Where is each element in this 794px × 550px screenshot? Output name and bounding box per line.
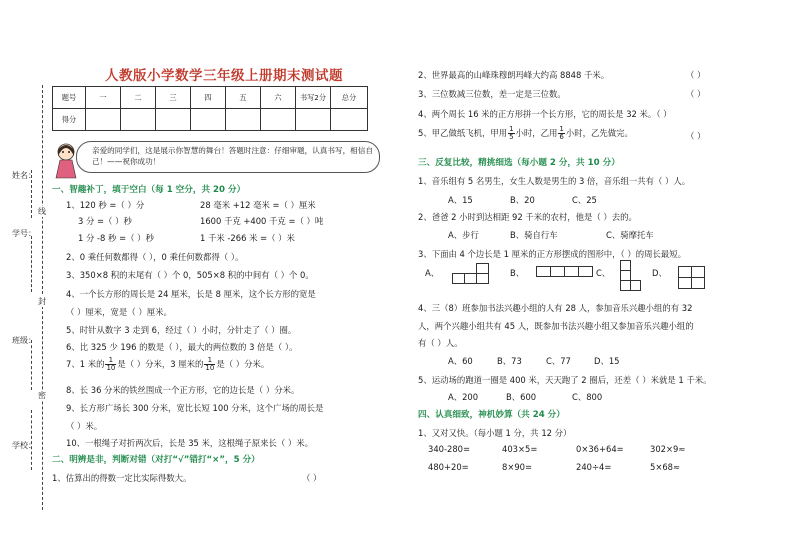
section-3-heading: 三、反复比较，精挑细选（每小题 2 分，共 10 分） bbox=[418, 158, 620, 168]
shape-a-icon bbox=[452, 263, 500, 283]
q7-part-a: 7、1 米的 bbox=[66, 359, 105, 369]
choice-1-option[interactable]: B、20 bbox=[510, 195, 535, 205]
q7-part-b: 是（ ）分米，3 厘米的 bbox=[117, 359, 204, 369]
fraction-denominator: 10 bbox=[205, 364, 215, 372]
school-label: 学校： bbox=[12, 441, 36, 450]
choice-4-text: 4、三（8）班参加书法兴趣小组的人有 28 人，参加音乐兴趣小组的有 32 bbox=[418, 303, 693, 313]
calc-instructions: 1、又对又快。（每小题 1 分，共 12 分） bbox=[418, 428, 572, 438]
header-cell: 三 bbox=[156, 87, 191, 109]
calc-item: 340-280= bbox=[428, 444, 471, 454]
choice-2-text: 2、爸爸 2 小时到达相距 92 千米的农村，他是（ ）去的。 bbox=[418, 212, 637, 222]
calc-item: 8×90= bbox=[502, 462, 533, 472]
name-line bbox=[31, 170, 32, 218]
score-row-label: 得分 bbox=[53, 109, 86, 131]
q4-text-continued: （ ）厘米，宽是（ ）厘米。 bbox=[66, 307, 172, 317]
choice-4-option[interactable]: C、77 bbox=[546, 356, 571, 366]
choice-4-option[interactable]: B、73 bbox=[497, 356, 522, 366]
score-table-score-row bbox=[53, 109, 368, 131]
score-cell[interactable] bbox=[86, 109, 121, 131]
section-2-heading: 二、明辨是非，判断对错（对打“√”错打“×”，5 分） bbox=[52, 455, 260, 465]
choice-2-option[interactable]: B、骑自行车 bbox=[510, 230, 558, 240]
q10-text: 10、一根绳子对折两次后，长是 35 米，这根绳子原来长（ ）米。 bbox=[66, 438, 314, 448]
header-cell: 总分 bbox=[331, 87, 368, 109]
header-cell: 五 bbox=[226, 87, 261, 109]
calc-item: 480+20= bbox=[428, 462, 469, 472]
judge-3-paren[interactable]: （ ） bbox=[686, 89, 706, 99]
fraction-one-fifth bbox=[508, 126, 514, 141]
q1-item: 1、120 秒 =（ ）分 bbox=[66, 200, 145, 210]
score-cell[interactable] bbox=[191, 109, 226, 131]
score-table bbox=[52, 86, 368, 131]
section-4-heading: 四、认真细致，神机妙算（共 24 分） bbox=[418, 410, 565, 420]
score-cell[interactable] bbox=[156, 109, 191, 131]
judge-3-text: 3、三位数减三位数，差一定是三位数。 bbox=[418, 89, 566, 99]
calc-item: 240÷4= bbox=[576, 462, 612, 472]
q2-text: 2、0 乘任何数都得（ ），0 乘任何数都得（ ）。 bbox=[66, 252, 244, 262]
choice-4-text-end: 有（ ）人。 bbox=[418, 338, 463, 348]
seal-char-mi: 密 bbox=[38, 391, 46, 400]
choice-4-option[interactable]: A、60 bbox=[448, 356, 473, 366]
calc-item: 0×36+64= bbox=[576, 444, 624, 454]
intro-text: 亲爱的同学们，这是展示你智慧的舞台！答题时注意：仔细审题，认真书写，相信自己！——祝你成功！ bbox=[92, 146, 373, 166]
q1-item: 1 千米 -266 米 =（ ）米 bbox=[200, 233, 295, 243]
score-cell[interactable] bbox=[331, 109, 368, 131]
fraction-numerator: 1 bbox=[559, 125, 564, 133]
choice-1-text: 1、音乐组有 5 名男生，女生人数是男生的 3 倍，音乐组一共有（ ）人。 bbox=[418, 176, 691, 186]
judge-4-text: 4、两个周长 16 米的正方形拼一个长方形，它的周长是 32 米。（ ） bbox=[418, 109, 672, 119]
choice-5-option[interactable]: A、200 bbox=[448, 392, 479, 402]
header-cell: 书写2分 bbox=[296, 87, 331, 109]
choice-3-text: 3、下面由 4 个边长是 1 厘米的正方形摆成的图形中，（ ）的周长最短。 bbox=[418, 249, 686, 259]
choice-1-option[interactable]: C、25 bbox=[572, 195, 597, 205]
score-cell[interactable] bbox=[261, 109, 296, 131]
q7-text bbox=[66, 357, 269, 372]
q4-text: 4、一个长方形的周长是 24 厘米，长是 8 厘米，这个长方形的宽是 bbox=[66, 289, 316, 299]
choice-3-option-b[interactable]: B、 bbox=[510, 268, 525, 278]
fraction-numerator: 1 bbox=[509, 125, 514, 133]
fraction-numerator: 1 bbox=[105, 357, 116, 365]
choice-4-option[interactable]: D、15 bbox=[594, 356, 620, 366]
q3-text: 3、350×8 积的末尾有（ ）个 0，505×8 积的中间有（ ）个 0。 bbox=[66, 270, 314, 280]
section-1-heading: 一、智趣补丁，填于空白（每 1 空分，共 20 分） bbox=[52, 185, 246, 195]
choice-5-text: 5、运动场的跑道一圈是 400 米，天天跑了 2 圈后，还差（ ）米就是 1 千米。 bbox=[418, 375, 712, 385]
choice-5-option[interactable]: C、800 bbox=[572, 392, 603, 402]
score-cell[interactable] bbox=[121, 109, 156, 131]
class-label: 班级： bbox=[12, 336, 36, 345]
choice-2-option[interactable]: A、步行 bbox=[448, 230, 479, 240]
calc-item: 302×9≈ bbox=[650, 444, 686, 454]
fraction-one-sixth bbox=[558, 126, 564, 141]
choice-3-option-a[interactable]: A、 bbox=[425, 268, 440, 278]
judge-1-paren[interactable]: （ ） bbox=[302, 473, 322, 483]
name-label: 姓名： bbox=[12, 171, 36, 180]
q7-part-c: 是（ ）分米。 bbox=[216, 359, 270, 369]
judge-5-part-a: 5、甲乙做纸飞机，甲用 bbox=[418, 128, 508, 138]
judge-2-text: 2、世界最高的山峰珠穆朗玛峰大约高 8848 千米。 bbox=[418, 70, 610, 80]
class-line bbox=[31, 340, 32, 390]
shape-b-icon bbox=[536, 266, 592, 278]
header-cell: 二 bbox=[121, 87, 156, 109]
calc-item: 403×5= bbox=[502, 444, 538, 454]
q1-item: 3 分 =（ ）秒 bbox=[78, 216, 132, 226]
shape-d-icon bbox=[678, 266, 708, 292]
judge-2-paren[interactable]: （ ） bbox=[686, 70, 706, 80]
header-cell: 题号 bbox=[53, 87, 86, 109]
header-cell: 四 bbox=[191, 87, 226, 109]
choice-1-option[interactable]: A、15 bbox=[448, 195, 473, 205]
fraction-denominator: 5 bbox=[509, 133, 514, 141]
student-number-label: 学号： bbox=[12, 229, 36, 238]
page-title: 人教版小学数学三年级上册期末测试题 bbox=[105, 68, 343, 84]
seal-char-xian: 线 bbox=[38, 207, 46, 216]
q9-text: 9、长方形广场长 300 分米，宽比长短 100 分米，这个广场的周长是 bbox=[66, 403, 324, 413]
q1-item: 28 毫米 +12 毫米 =（ ）厘米 bbox=[200, 200, 316, 210]
q8-text: 8、长 36 分米的铁丝围成一个正方形，它的边长是（ ）分米。 bbox=[66, 385, 300, 395]
choice-4-text-continued: 人，两个兴趣小组共有 45 人，既参加书法兴趣小组又参加音乐兴趣小组的 bbox=[418, 321, 694, 331]
calc-item: 5×68≈ bbox=[650, 462, 681, 472]
q5-text: 5、时针从数字 3 走到 6，经过（ ）小时，分针走了（ ）圈。 bbox=[66, 325, 297, 335]
choice-5-option[interactable]: B、600 bbox=[506, 392, 537, 402]
judge-5-text bbox=[418, 126, 633, 141]
q1-item: 1600 千克 +400 千克 =（ ）吨 bbox=[200, 216, 324, 226]
judge-5-part-c: 小时，乙先做完。 bbox=[565, 128, 633, 138]
judge-1-text: 1、估算出的得数一定比实际得数大。 bbox=[52, 473, 192, 483]
school-line bbox=[31, 410, 32, 470]
q1-item: 1 分 -8 秒 =（ ）秒 bbox=[78, 233, 154, 243]
score-table-header-row bbox=[53, 87, 368, 109]
choice-2-option[interactable]: C、骑摩托车 bbox=[606, 230, 654, 240]
score-cell[interactable] bbox=[296, 109, 331, 131]
judge-5-part-b: 小时，乙用 bbox=[515, 128, 558, 138]
header-cell: 六 bbox=[261, 87, 296, 109]
seal-char-feng: 封 bbox=[38, 297, 46, 306]
judge-5-paren[interactable]: （ ） bbox=[686, 131, 706, 141]
fraction-one-tenth bbox=[105, 357, 116, 372]
q9-text-continued: （ ）米。 bbox=[66, 421, 103, 431]
score-cell[interactable] bbox=[226, 109, 261, 131]
shape-c-icon bbox=[620, 260, 646, 290]
choice-3-option-d[interactable]: D、 bbox=[652, 268, 667, 278]
number-line bbox=[31, 236, 32, 292]
header-cell: 一 bbox=[86, 87, 121, 109]
fraction-numerator: 1 bbox=[204, 357, 215, 365]
fraction-denominator: 10 bbox=[106, 364, 116, 372]
fraction-denominator: 6 bbox=[559, 133, 564, 141]
q6-text: 6、比 325 少 196 的数是（ ），最大的两位数的 3 倍是（ ）。 bbox=[66, 342, 298, 352]
fraction-one-tenth bbox=[204, 357, 215, 372]
choice-3-option-c[interactable]: C、 bbox=[596, 268, 611, 278]
